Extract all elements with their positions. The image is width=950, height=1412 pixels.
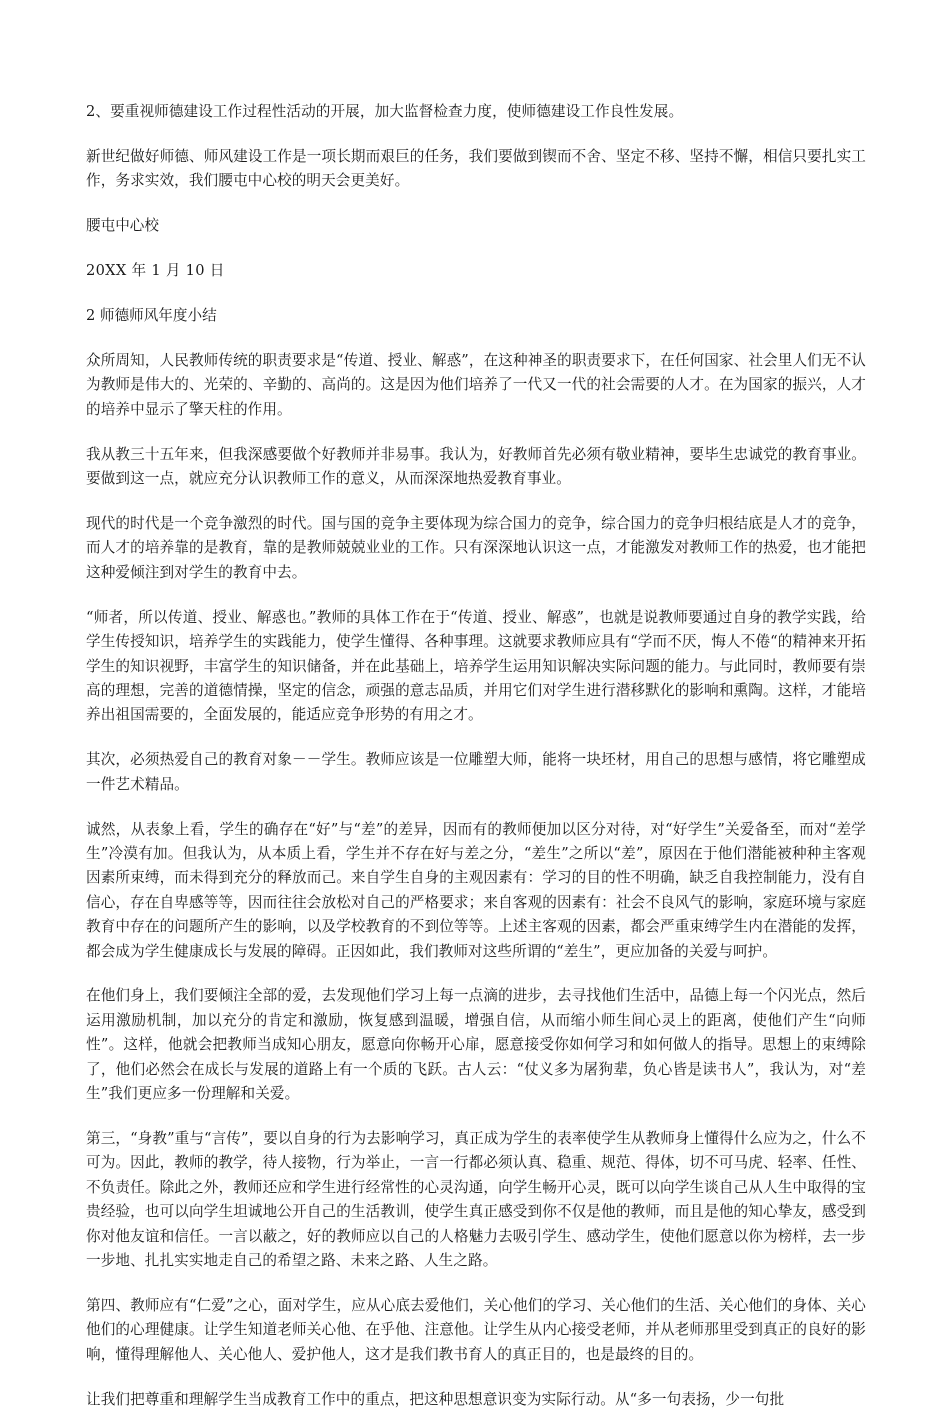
signature-date: 20XX 年 1 月 10 日 [86,262,225,280]
paragraph-respect-understand: 让我们把尊重和理解学生当成教育工作中的重点，把这种思想意识变为实际行动。从“多一句表扬，少一句批 [86,1390,785,1408]
paragraph-fourth-point: 第四、教师应有“仁爱”之心，面对学生，应从心底去爱他们，关心他们的学习、关心他们的生活、关心他们的身体、关心他们的心理健康。让学生知道老师关心他、在乎他、注意他。让学生从内心接受老师，并从老师那里受到真正的良好的影响，懂得理解他人、关心他人、爱护他人，这才是我们教书育人的真正目的，也是最终的目的。 [86,1296,866,1363]
signature-school-name: 腰屯中心校 [86,217,159,235]
paragraph-modern-competition: 现代的时代是一个竞争激烈的时代。国与国的竞争主要体现为综合国力的竞争，综合国力的竞争归根结底是人才的竞争，而人才的培养靠的是教育，靠的是教师兢兢业业的工作。只有深深地认识这一点，才能激发对教师工作的热爱，也才能把这种爱倾注到对学生的教育中去。 [86,514,866,581]
paragraph-third-point: 第三，“身教”重与“言传”，要以自身的行为去影响学习，真正成为学生的表率使学生从教师身上懂得什么应为之，什么不可为。因此，教师的教学，待人接物，行为举止，一言一行都必须认真、稳重、规范、得体，切不可马虎、轻率、任性、不负责任。除此之外，教师还应和学生进行经常性的心灵沟通，向学生畅开心灵，既可以向学生谈自己从人生中取得的宝贵经验，也可以向学生坦诚地公开自己的生活教训，使学生真正感受到你不仅是他的教师，而且是他的知心挚友，感受到你对他友谊和信任。一言以蔽之，好的教师应以自己的人格魅力去吸引学生、感动学生，使他们愿意以你为榜样，去一步一步地、扎扎实实地走自己的希望之路、未来之路、人生之路。 [86,1130,866,1270]
paragraph-shizhe-quote: “师者，所以传道、授业、解惑也。”教师的具体工作在于“传道、授业、解惑”，也就是说教师要通过自身的教学实践，给学生传授知识，培养学生的实践能力，使学生懂得、各种事理。这就要求教师应具有“学而不厌，悔人不倦“的精神来开拓学生的知识视野，丰富学生的知识储备，并在此基础上，培养学生运用知识解决实际问题的能力。与此同时，教师要有崇高的理想，完善的道德情操，坚定的信念，顽强的意志品质，并用它们对学生进行潜移默化的影响和熏陶。这样，才能培养出祖国需要的，全面发展的，能适应竞争形势的有用之才。 [86,608,866,724]
paragraph-teacher-duty-intro: 众所周知，人民教师传统的职责要求是“传道、授业、解惑”，在这种神圣的职责要求下，在任何国家、社会里人们无不认为教师是伟大的、光荣的、辛勤的、高尚的。这是因为他们培养了一代又一代的社会需要的人才。在为国家的振兴，人才的培养中显示了擎天柱的作用。 [86,351,866,418]
paragraph-thirty-five-years: 我从教三十五年来，但我深感要做个好教师并非易事。我认为，好教师首先必须有敬业精神，要毕生忠诚党的教育事业。要做到这一点，就应充分认识教师工作的意义，从而深深地热爱教育事业。 [86,445,866,488]
paragraph-good-vs-poor-students: 诚然，从表象上看，学生的确存在“好”与“差”的差异，因而有的教师便加以区分对待，对“好学生”关爱备至，而对“差学生”冷漠有加。但我认为，从本质上看，学生并不存在好与差之分，“差生”之所以“差”，原因在于他们潜能被种种主客观因素所束缚，而未得到充分的释放而己。来自学生自身的主观因素有：学习的目的性不明确，缺乏自我控制能力，没有自信心，存在自卑感等等，因而往往会放松对自己的严格要求；来自客观的因素有：社会不良风气的影响，家庭环境与家庭教育中存在的问题所产生的影响，以及学校教育的不到位等等。上述主客观的因素，都会严重束缚学生内在潜能的发挥，都会成为学生健康成长与发展的障碍。正因如此，我们教师对这些所谓的“差生”，更应加备的关爱与呵护。 [86,820,866,960]
paragraph-new-century-closing: 新世纪做好师德、师风建设工作是一项长期而艰巨的任务，我们要做到锲而不舍、坚定不移、坚持不懈，相信只要扎实工作，务求实效，我们腰屯中心校的明天会更美好。 [86,147,866,190]
document-body [86,100,866,1412]
section-heading-2: 2 师德师风年度小结 [86,307,217,325]
paragraph-item-2: 2、要重视师德建设工作过程性活动的开展，加大监督检查力度，使师德建设工作良性发展。 [86,103,684,120]
paragraph-love-students: 其次，必须热爱自己的教育对象－－学生。教师应该是一位雕塑大师，能将一块坯材，用自己的思想与感情，将它雕塑成一件艺术精品。 [86,751,866,793]
paragraph-pour-love: 在他们身上，我们要倾注全部的爱，去发现他们学习上每一点滴的进步，去寻找他们生活中，品德上每一个闪光点，然后运用激励机制，加以充分的肯定和激励，恢复感到温暖，增强自信，从而缩小师生间心灵上的距离，使他们产生“向师性”。这样，他就会把教师当成知心朋友，愿意向你畅开心扉，愿意接受你如何学习和如何做人的指导。思想上的束缚除了，他们必然会在成长与发展的道路上有一个质的飞跃。古人云：“仗义多为屠狗辈，负心皆是读书人”，我认为，对“差生”我们更应多一份理解和关爱。 [86,987,866,1103]
